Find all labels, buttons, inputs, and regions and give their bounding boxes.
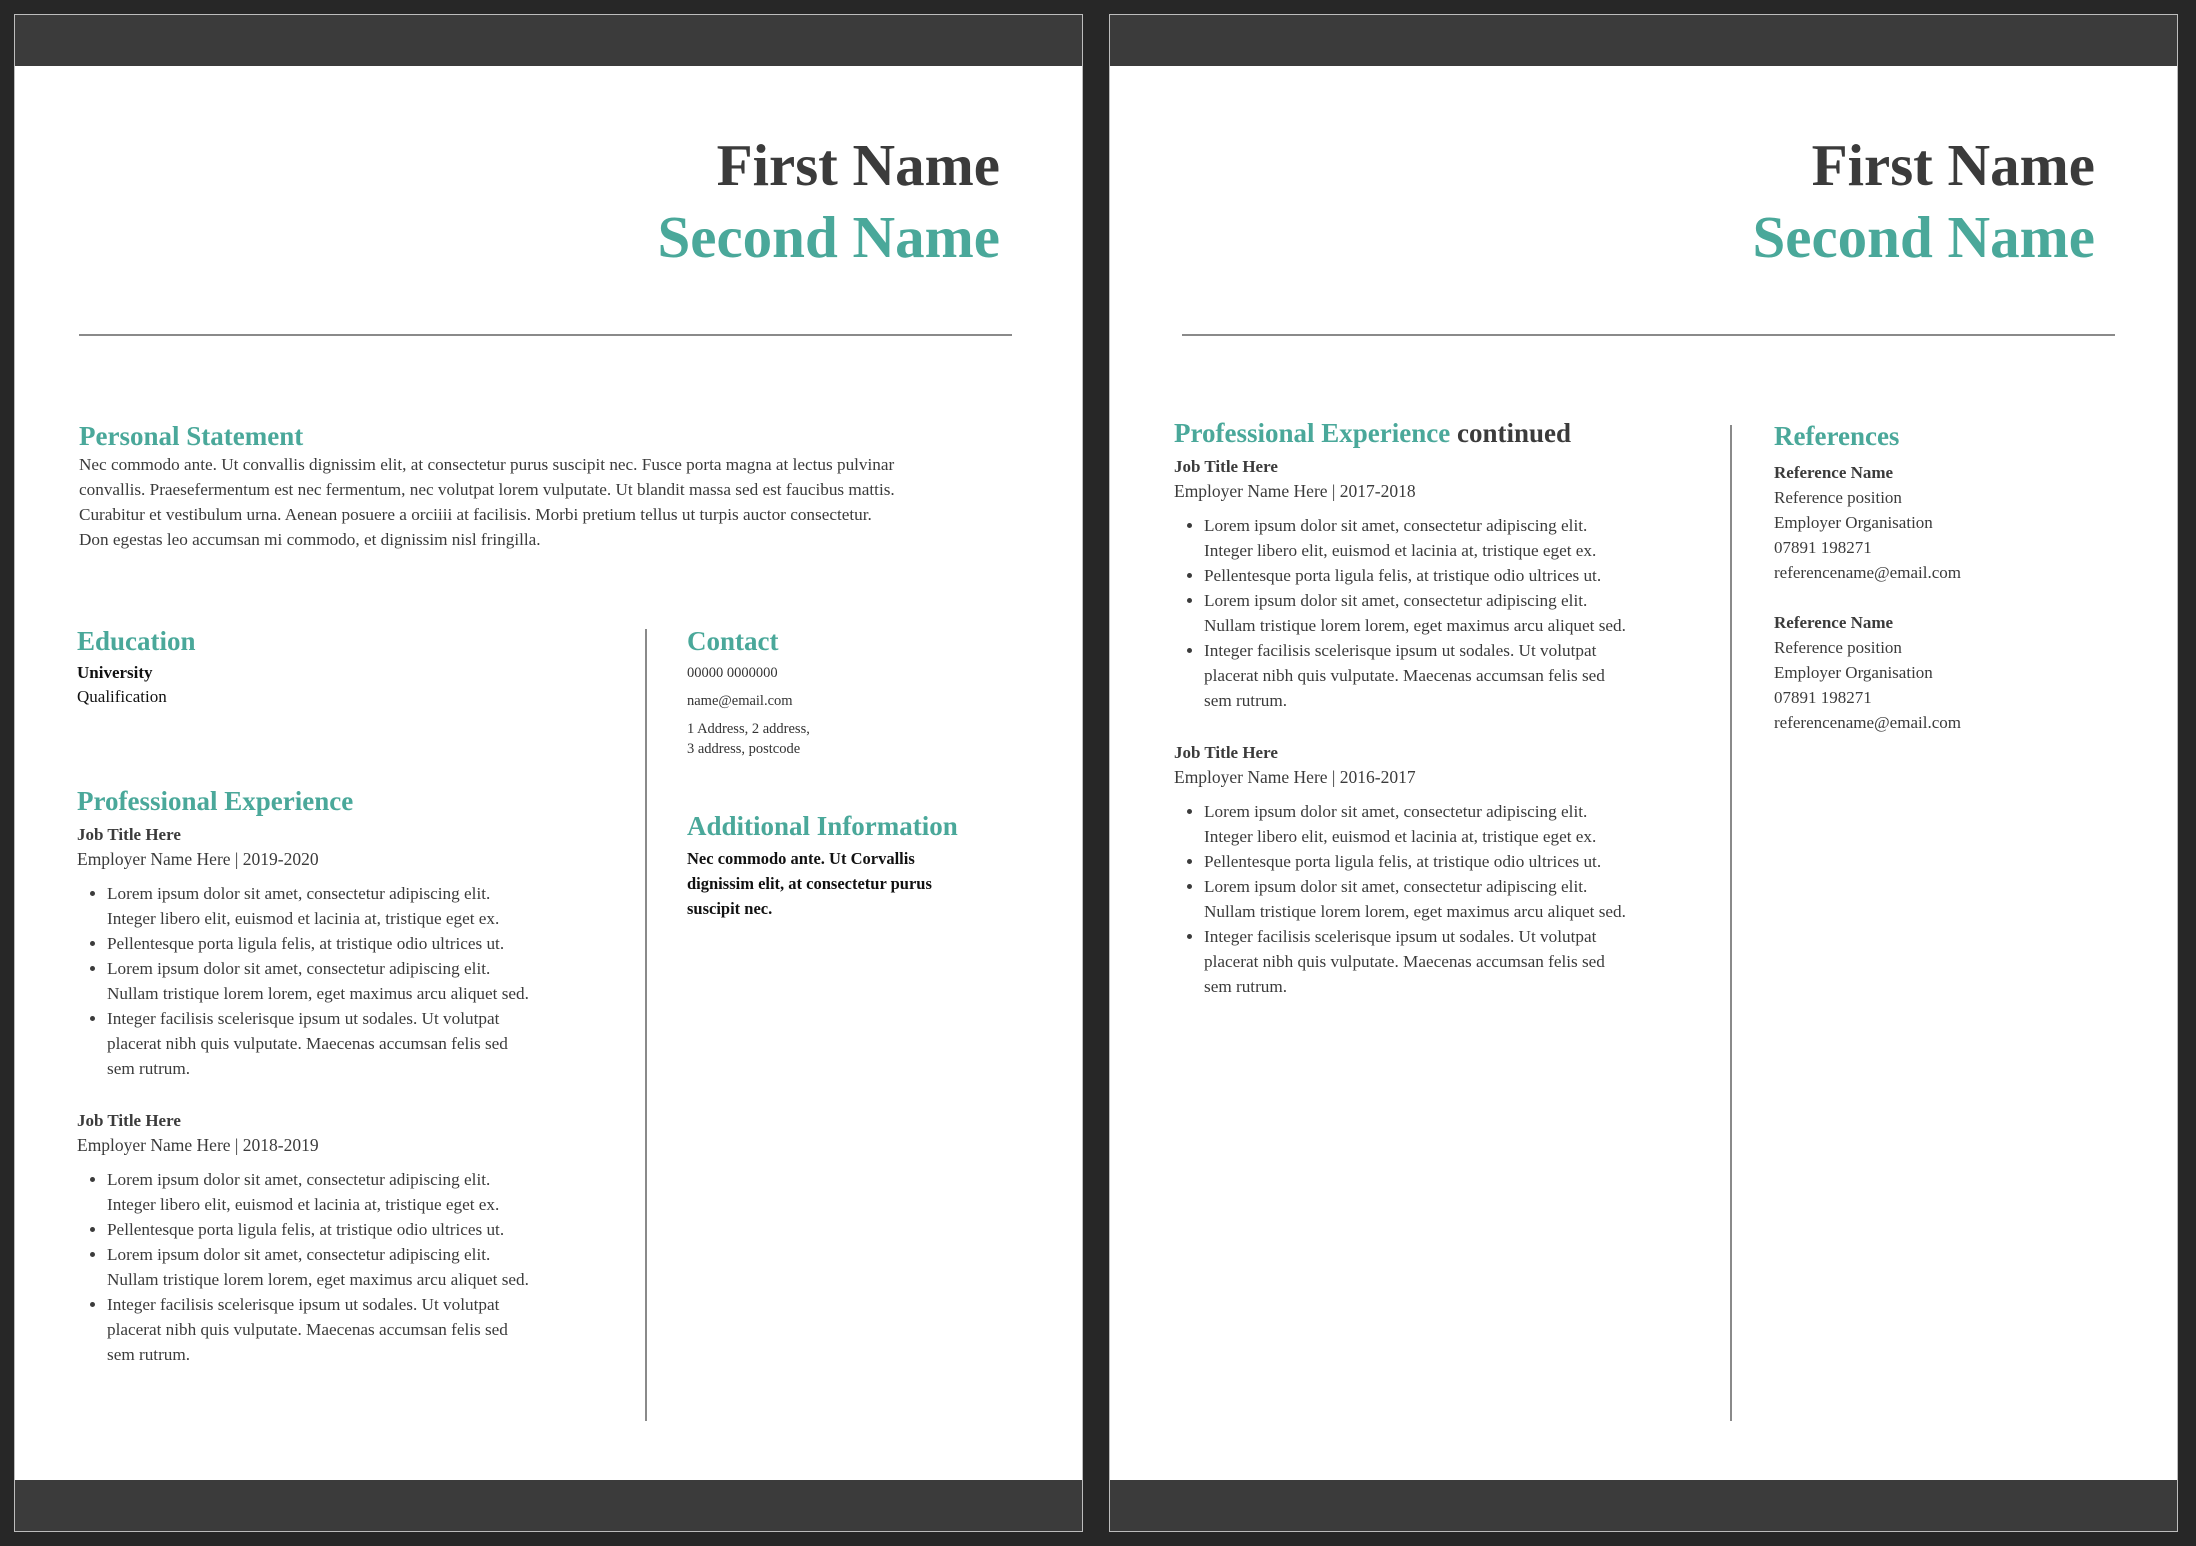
- personal-statement-section: [79, 420, 1019, 552]
- job-employer: Employer Name Here | 2018-2019: [77, 1135, 319, 1156]
- bullet-line: sem rutrum.: [1204, 691, 1288, 711]
- bullet-line: placerat nibh quis vulputate. Maecenas accumsan felis sed: [107, 1320, 508, 1340]
- reference-phone: 07891 198271: [1774, 538, 1872, 558]
- reference-name: Reference Name: [1774, 613, 1894, 633]
- bullet-item: [107, 1217, 637, 1242]
- bullet-item: [1204, 874, 1734, 924]
- bullet-item: [1204, 924, 1734, 999]
- first-name: First Name: [1811, 132, 2095, 198]
- job-title: Job Title Here: [1174, 457, 1278, 477]
- bullet-line: sem rutrum.: [107, 1059, 191, 1079]
- bullet-item: [1204, 588, 1734, 638]
- header-divider: [79, 334, 1012, 336]
- footer-bar: [1110, 1480, 2177, 1531]
- bullet-line: • Pellentesque porta ligula felis, at tristique odio ultrices ut.: [1204, 566, 1602, 586]
- header-bar: [1110, 15, 2177, 66]
- section-heading: Education: [77, 626, 196, 656]
- text-line: Nec commodo ante. Ut Corvallis: [687, 849, 915, 869]
- column-divider: [645, 629, 647, 1421]
- section-heading: Contact: [687, 626, 779, 656]
- contact-address-line: 3 address, postcode: [687, 741, 801, 758]
- header-divider: [1182, 334, 2115, 336]
- education-university: University: [77, 663, 153, 683]
- additional-info-text: [687, 846, 1037, 921]
- bullet-line: Integer libero elit, euismod et lacinia at, tristique eget ex.: [107, 909, 500, 929]
- bullet-line: Nullam tristique lorem lorem, eget maximus arcu aliquet sed.: [1204, 616, 1626, 636]
- second-name: Second Name: [1752, 204, 2095, 270]
- column-divider: [1730, 425, 1732, 1421]
- bullet-item: [1204, 799, 1734, 849]
- text-line: Curabitur et vestibulum urna. Aenean posuere a orciiii at facilisis. Morbi pretium tellus ut turpis auctor consectetur.: [79, 505, 872, 525]
- bullet-line: • Lorem ipsum dolor sit amet, consectetur adipiscing elit.: [107, 959, 491, 979]
- bullet-line: Nullam tristique lorem lorem, eget maximus arcu aliquet sed.: [1204, 902, 1626, 922]
- experience-section: [77, 785, 637, 1395]
- bullet-line: sem rutrum.: [1204, 977, 1288, 997]
- additional-info-section: [687, 810, 1037, 921]
- bullet-line: Integer libero elit, euismod et lacinia at, tristique eget ex.: [1204, 827, 1597, 847]
- bullet-line: • Integer facilisis scelerisque ipsum ut sodales. Ut volutpat: [107, 1295, 500, 1315]
- text-line: dignissim elit, at consectetur purus: [687, 874, 932, 894]
- bullet-item: [107, 956, 637, 1006]
- job-title: Job Title Here: [77, 825, 181, 845]
- reference-email: referencename@email.com: [1774, 713, 1961, 733]
- bullet-line: • Pellentesque porta ligula felis, at tristique odio ultrices ut.: [107, 934, 505, 954]
- heading-text: Professional Experience: [1174, 418, 1451, 448]
- bullet-line: • Integer facilisis scelerisque ipsum ut sodales. Ut volutpat: [1204, 641, 1597, 661]
- text-line: suscipit nec.: [687, 899, 773, 919]
- personal-statement-text: [79, 452, 1019, 552]
- reference-organisation: Employer Organisation: [1774, 513, 1933, 533]
- bullet-line: • Pellentesque porta ligula felis, at tristique odio ultrices ut.: [1204, 852, 1602, 872]
- job-title: Job Title Here: [1174, 743, 1278, 763]
- section-heading: Personal Statement: [79, 421, 304, 451]
- job-bullets: [77, 881, 637, 1081]
- bullet-line: placerat nibh quis vulputate. Maecenas accumsan felis sed: [107, 1034, 508, 1054]
- bullet-line: • Lorem ipsum dolor sit amet, consectetur adipiscing elit.: [1204, 591, 1588, 611]
- heading-suffix: continued: [1456, 418, 1571, 448]
- job-title: Job Title Here: [77, 1111, 181, 1131]
- bullet-line: Integer libero elit, euismod et lacinia at, tristique eget ex.: [1204, 541, 1597, 561]
- bullet-line: placerat nibh quis vulputate. Maecenas accumsan felis sed: [1204, 666, 1605, 686]
- job-list: [77, 823, 637, 1367]
- reference-position: Reference position: [1774, 638, 1902, 658]
- bullet-line: • Lorem ipsum dolor sit amet, consectetur adipiscing elit.: [1204, 877, 1588, 897]
- reference-entry: [1774, 610, 2134, 735]
- bullet-line: sem rutrum.: [107, 1345, 191, 1365]
- job-list: [1174, 455, 1734, 999]
- experience-continued-section: [1174, 417, 1734, 1027]
- first-name: First Name: [716, 132, 1000, 198]
- job-bullets: [1174, 799, 1734, 999]
- bullet-item: [107, 1167, 637, 1217]
- job-entry: [1174, 455, 1734, 713]
- job-bullets: [77, 1167, 637, 1367]
- bullet-item: [1204, 563, 1734, 588]
- education-qualification: Qualification: [77, 687, 167, 707]
- contact-email: name@email.com: [687, 693, 793, 710]
- bullet-item: [107, 881, 637, 931]
- contact-section: [687, 625, 1037, 767]
- job-employer: Employer Name Here | 2017-2018: [1174, 481, 1416, 502]
- text-line: convallis. Praesefermentum est nec fermentum, nec volutpat lorem vulputate. Ut blandit massa sed est faucibus mattis.: [79, 480, 895, 500]
- bullet-line: • Integer facilisis scelerisque ipsum ut sodales. Ut volutpat: [1204, 927, 1597, 947]
- bullet-line: • Lorem ipsum dolor sit amet, consectetur adipiscing elit.: [107, 1170, 491, 1190]
- bullet-line: • Pellentesque porta ligula felis, at tristique odio ultrices ut.: [107, 1220, 505, 1240]
- bullet-item: [107, 931, 637, 956]
- reference-organisation: Employer Organisation: [1774, 663, 1933, 683]
- job-bullets: [1174, 513, 1734, 713]
- bullet-item: [107, 1292, 637, 1367]
- bullet-line: • Lorem ipsum dolor sit amet, consectetur adipiscing elit.: [107, 884, 491, 904]
- bullet-line: placerat nibh quis vulputate. Maecenas accumsan felis sed: [1204, 952, 1605, 972]
- bullet-line: Nullam tristique lorem lorem, eget maximus arcu aliquet sed.: [107, 1270, 529, 1290]
- footer-bar: [15, 1480, 1082, 1531]
- bullet-line: Integer libero elit, euismod et lacinia at, tristique eget ex.: [107, 1195, 500, 1215]
- bullet-line: • Integer facilisis scelerisque ipsum ut sodales. Ut volutpat: [107, 1009, 500, 1029]
- references-section: [1774, 420, 2134, 760]
- reference-list: [1774, 460, 2134, 735]
- header-bar: [15, 15, 1082, 66]
- resume-page-1: [14, 14, 1083, 1532]
- text-line: Nec commodo ante. Ut convallis dignissim elit, at consectetur purus suscipit nec. Fusce porta magna at lectus pulvinar: [79, 455, 895, 475]
- section-heading: [1174, 417, 1734, 449]
- contact-phone: 00000 0000000: [687, 665, 778, 682]
- section-heading: Professional Experience: [77, 786, 354, 816]
- education-section: [77, 625, 637, 709]
- reference-phone: 07891 198271: [1774, 688, 1872, 708]
- job-entry: [1174, 741, 1734, 999]
- job-entry: [77, 823, 637, 1081]
- second-name: Second Name: [657, 204, 1000, 270]
- section-heading: References: [1774, 421, 1900, 451]
- bullet-line: Nullam tristique lorem lorem, eget maximus arcu aliquet sed.: [107, 984, 529, 1004]
- resume-page-2: [1109, 14, 2178, 1532]
- bullet-item: [1204, 513, 1734, 563]
- contact-address-line: 1 Address, 2 address,: [687, 721, 810, 738]
- job-entry: [77, 1109, 637, 1367]
- job-employer: Employer Name Here | 2019-2020: [77, 849, 319, 870]
- reference-entry: [1774, 460, 2134, 585]
- text-line: Don egestas leo accumsan mi commodo, et dignissim nisl fringilla.: [79, 530, 541, 550]
- bullet-item: [107, 1242, 637, 1292]
- bullet-line: • Lorem ipsum dolor sit amet, consectetur adipiscing elit.: [1204, 516, 1588, 536]
- section-heading: Additional Information: [687, 811, 958, 841]
- reference-position: Reference position: [1774, 488, 1902, 508]
- bullet-line: • Lorem ipsum dolor sit amet, consectetur adipiscing elit.: [107, 1245, 491, 1265]
- reference-name: Reference Name: [1774, 463, 1894, 483]
- bullet-item: [107, 1006, 637, 1081]
- job-employer: Employer Name Here | 2016-2017: [1174, 767, 1416, 788]
- reference-email: referencename@email.com: [1774, 563, 1961, 583]
- bullet-item: [1204, 638, 1734, 713]
- bullet-line: • Lorem ipsum dolor sit amet, consectetur adipiscing elit.: [1204, 802, 1588, 822]
- bullet-item: [1204, 849, 1734, 874]
